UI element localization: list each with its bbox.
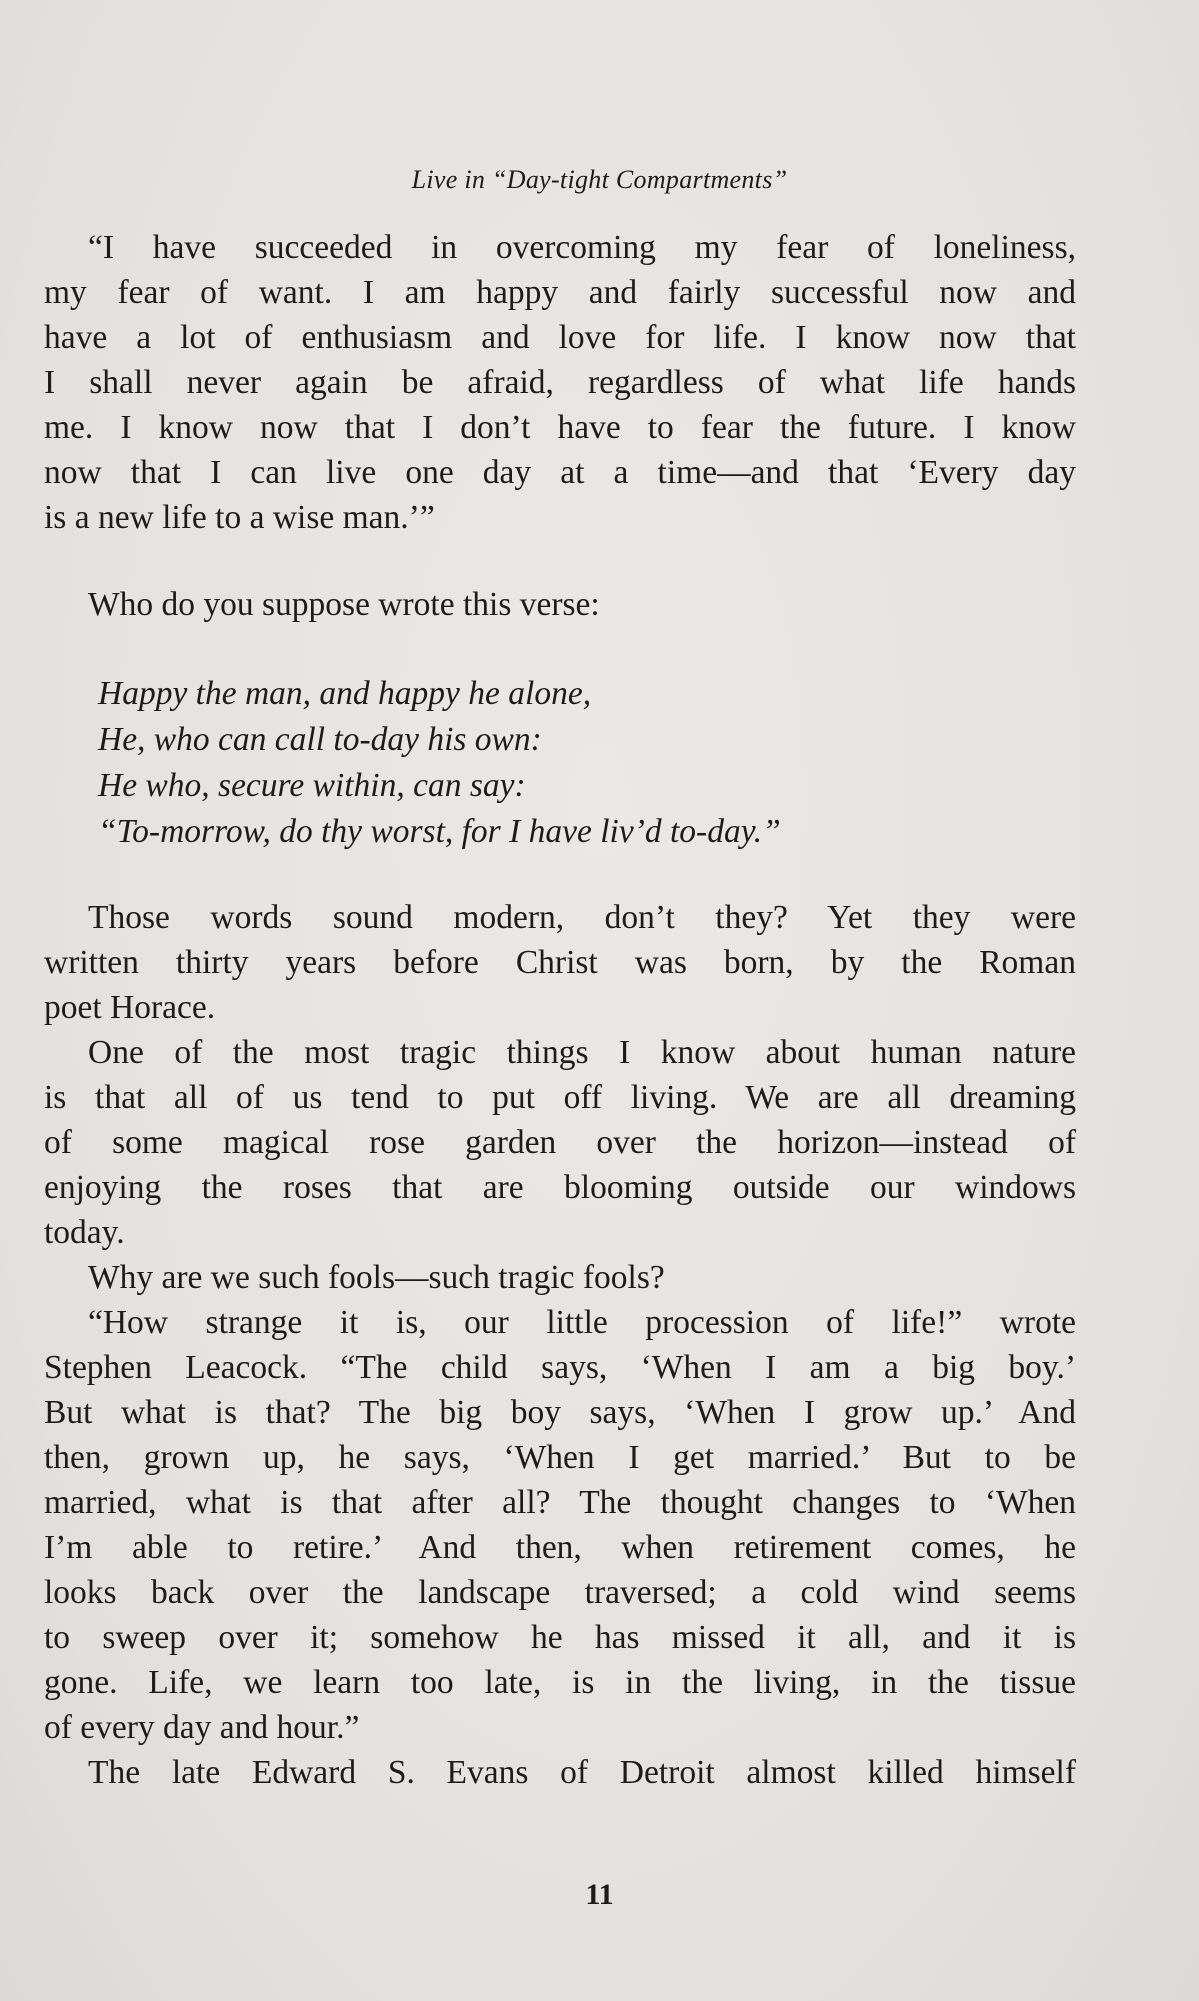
verse-line: He who, secure within, can say: bbox=[98, 767, 526, 804]
text-line: Those words sound modern, don’t they? Yet they were bbox=[88, 899, 1076, 936]
paragraph-leacock bbox=[44, 1300, 1076, 1750]
page-number: 11 bbox=[585, 1878, 614, 1911]
text-line: my fear of want. I am happy and fairly successful now and bbox=[44, 274, 1076, 311]
text-line: written thirty years before Christ was born, by the Roman bbox=[44, 944, 1076, 981]
text-line: of every day and hour.” bbox=[44, 1709, 360, 1746]
text-line: One of the most tragic things I know about human nature bbox=[88, 1034, 1076, 1071]
text-line: of some magical rose garden over the horizon—instead of bbox=[44, 1124, 1076, 1161]
text-line: to sweep over it; somehow he has missed it all, and it is bbox=[44, 1619, 1076, 1656]
page-body bbox=[44, 225, 1076, 1795]
paragraph-tragic-things bbox=[44, 1030, 1076, 1255]
text-line: then, grown up, he says, ‘When I get married.’ But to be bbox=[44, 1439, 1076, 1476]
paragraph-question bbox=[44, 582, 1076, 627]
paragraph-horace bbox=[44, 895, 1076, 1030]
text-line: “How strange it is, our little procession of life!” wrote bbox=[88, 1304, 1076, 1341]
running-head: Live in “Day-tight Compartments” bbox=[411, 165, 788, 194]
paragraph-fools bbox=[44, 1255, 1076, 1300]
text-line: enjoying the roses that are blooming outside our windows bbox=[44, 1169, 1076, 1206]
text-line: married, what is that after all? The thought changes to ‘When bbox=[44, 1484, 1076, 1521]
text-line: Who do you suppose wrote this verse: bbox=[88, 586, 600, 623]
verse-line: Happy the man, and happy he alone, bbox=[98, 675, 592, 712]
text-line: is that all of us tend to put off living. We are all dreaming bbox=[44, 1079, 1076, 1116]
text-line: me. I know now that I don’t have to fear the future. I know bbox=[44, 409, 1076, 446]
text-line: poet Horace. bbox=[44, 989, 216, 1026]
paragraph-evans bbox=[44, 1750, 1076, 1795]
text-line: today. bbox=[44, 1214, 125, 1251]
verse-line: “To-morrow, do thy worst, for I have liv’d to-day.” bbox=[98, 813, 781, 850]
text-line: “I have succeeded in overcoming my fear of loneliness, bbox=[88, 229, 1076, 266]
verse-line: He, who can call to-day his own: bbox=[98, 721, 542, 758]
text-line: But what is that? The big boy says, ‘When I grow up.’ And bbox=[44, 1394, 1076, 1431]
text-line: I shall never again be afraid, regardless of what life hands bbox=[44, 364, 1076, 401]
paragraph-quotation bbox=[44, 225, 1076, 540]
text-line: is a new life to a wise man.’” bbox=[44, 499, 435, 536]
text-line: have a lot of enthusiasm and love for life. I know now that bbox=[44, 319, 1076, 356]
text-line: looks back over the landscape traversed; a cold wind seems bbox=[44, 1574, 1076, 1611]
text-line: Why are we such fools—such tragic fools? bbox=[88, 1259, 665, 1296]
text-line: The late Edward S. Evans of Detroit almost killed himself bbox=[88, 1754, 1076, 1791]
text-line: gone. Life, we learn too late, is in the living, in the tissue bbox=[44, 1664, 1076, 1701]
text-line: I’m able to retire.’ And then, when retirement comes, he bbox=[44, 1529, 1076, 1566]
text-line: Stephen Leacock. “The child says, ‘When I am a big boy.’ bbox=[44, 1349, 1076, 1386]
text-line: now that I can live one day at a time—and that ‘Every day bbox=[44, 454, 1076, 491]
verse-block bbox=[44, 671, 1076, 855]
